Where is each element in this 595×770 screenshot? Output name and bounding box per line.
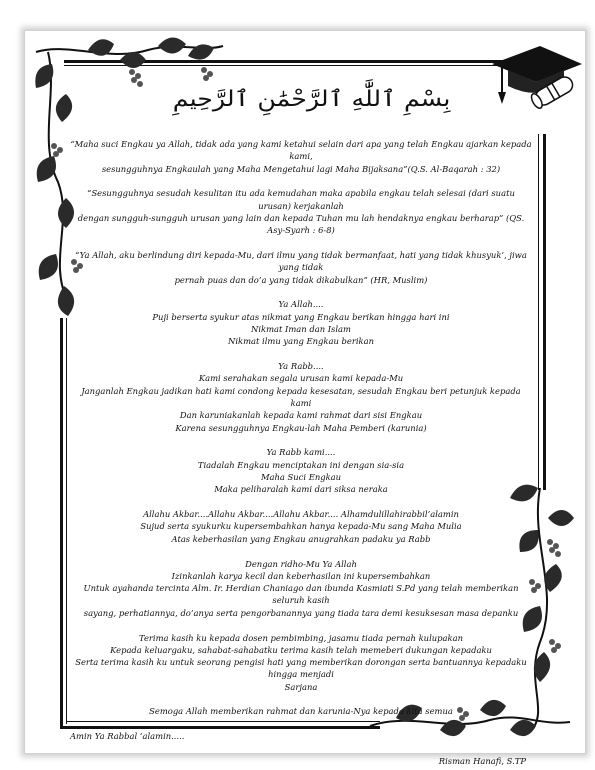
stanza-4-line: Atas keberhasilan yang Engkau anugrahkan padaku ya Rabb [171,533,431,544]
quote-1-line-1: “Maha suci Engkau ya Allah, tidak ada yang kami ketahui selain dari apa yang telah Engkau ajarkan kepada kami, [70,139,532,162]
quote-3-line-1: “Ya Allah, aku berlindung diri kepada-Mu, dari ilmu yang tidak bermanfaat, hati yang tidak khusyuk’, jiwa yang tidak [75,250,527,273]
stanza-1-line: Nikmat Iman dan Islam [251,324,351,335]
quote-1-line-2: sesungguhnya Engkaulah yang Maha Mengetahui lagi Maha Bijaksana”(Q.S. Al-Baqarah : 32) [101,163,501,174]
stanza-1-line: Ya Allah.... [278,299,324,310]
stanza-3-line: Maha Suci Engkau [260,472,342,483]
closing-prayer: Semoga Allah memberikan rahmat dan karunia-Nya kepada kita semua [149,706,453,717]
dedication-text [70,138,532,767]
stanza-4-line: Allahu Akbar....Allahu Akbar....Allahu Akbar.... Alhamdulillahirabbil’alamin [143,509,459,520]
basmala-calligraphy [172,80,451,120]
stanza-6-line: Terima kasih ku kepada dosen pembimbing, jasamu tiada pernah kulupakan [139,632,463,643]
graduation-cap-icon [482,36,586,136]
stanza-3-line: Maka peliharalah kami dari siksa neraka [214,484,388,495]
frame-left-line-outer [60,318,63,728]
stanza-2-line: Karena sesungguhnya Engkau-lah Maha Pemberi (karunia) [175,422,427,433]
stanza-5-line: Untuk ayahanda tercinta Alm. Ir. Herdian Chaniago dan ibunda Kasmiati S.Pd yang telah memberikan seluruh kasih [83,583,519,606]
stanza-2-line: Kami serahakan segala urusan kami kepada-Mu [198,373,404,384]
stanza-5-line: Dengan ridho-Mu Ya Allah [245,558,357,569]
stanza-6-line: Serta terima kasih ku untuk seorang pengisi hati yang memberikan dorongan serta bantuannya kepadaku hingga menjadi [75,657,527,680]
frame-right-line-outer [543,134,546,490]
quote-3-line-2: pernah puas dan do’a yang tidak dikabulkan” (HR, Muslim) [174,274,428,285]
stanza-1-line: Puji berserta syukur atas nikmat yang Engkau berikan hingga hari ini [152,311,450,322]
frame-right-line-inner [538,134,539,490]
stanza-5-line: Izinkanlah karya kecil dan keberhasilan ini kupersembahkan [171,570,431,581]
stanza-2-line: Janganlah Engkau jadikan hati kami condong kepada kesesatan, sesudah Engkau beri petunjuk kepada kami [81,385,521,409]
stanza-6-line: Kepada keluargaku, sahabat-sahabatku terima kasih telah memeberi dukungan kepadaku [110,644,492,655]
stanza-2-line: Dan karuniakanlah kepada kami rahmat dari sisi Engkau [179,410,423,421]
stanza-6-line: Sarjana [284,681,318,692]
stanza-5-line: sayang, perhatiannya, do’anya serta pengorbanannya yang tiada tara demi kesuksesan masa depanku [83,607,519,618]
stanza-4-line: Sujud serta syukurku kupersembahkan hanya kepada-Mu sang Maha Mulia [140,521,462,532]
frame-left-line-inner [66,318,67,724]
amin-line: Amin Ya Rabbal ‘alamin..... [70,731,185,742]
quote-2-line-1: “Sesungguhnya sesudah kesulitan itu ada kemudahan maka apabila engkau telah selesai (dari suatu urusan) kerjakanlah [87,188,515,211]
stanza-3-line: Tiadalah Engkau menciptakan ini dengan sia-sia [197,459,405,470]
signature: Risman Hanafi, S.TP [438,756,526,767]
quote-2-line-2: dengan sungguh-sungguh urusan yang lain dan kepada Tuhan mu lah hendaknya engkau berharap” (QS. Asy-Syarh : 6-8) [77,212,525,236]
stanza-3-line: Ya Rabb kami.... [266,447,336,458]
basmala-text: بِسْمِ ٱللَّٰهِ ٱلرَّحْمَٰنِ ٱلرَّحِيمِ [172,87,451,112]
stanza-1-line: Nikmat ilmu yang Engkau berikan [228,336,374,347]
stanza-2-line: Ya Rabb.... [278,361,324,372]
